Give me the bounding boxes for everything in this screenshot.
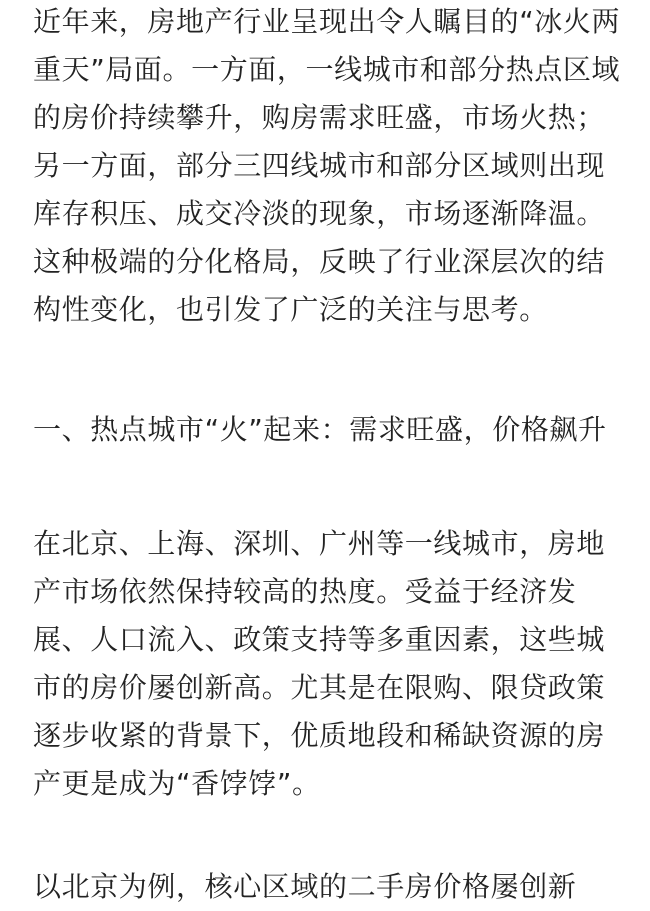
- text-line: 逐步收紧的背景下，优质地段和稀缺资源的房: [33, 719, 606, 752]
- text-line: 构性变化，也引发了广泛的关注与思考。: [33, 293, 548, 326]
- text-line: 库存积压、成交冷淡的现象，市场逐渐降温。: [33, 197, 606, 230]
- cut-off-paragraph: [33, 863, 576, 911]
- text-line: 近年来，房地产行业呈现出令人瞩目的“冰火两: [33, 5, 621, 38]
- heading-text: 一、热点城市“火”起来：需求旺盛，价格飙升: [33, 413, 607, 446]
- text-line: 市的房价屡创新高。尤其是在限购、限贷政策: [33, 671, 606, 704]
- text-line: 产市场依然保持较高的热度。受益于经济发: [33, 575, 577, 608]
- text-line: 在北京、上海、深圳、广州等一线城市，房地: [33, 527, 606, 560]
- text-line: 以北京为例，核心区域的二手房价格屡创新: [33, 870, 577, 903]
- text-line: 的房价持续攀升，购房需求旺盛，市场火热；: [33, 101, 606, 134]
- section-heading: [33, 406, 607, 454]
- text-line: 展、人口流入、政策支持等多重因素，这些城: [33, 623, 606, 656]
- text-line: 产更是成为“香饽饽”。: [33, 767, 321, 800]
- body-paragraph: [33, 520, 605, 808]
- text-line: 另一方面，部分三四线城市和部分区域则出现: [33, 149, 606, 182]
- intro-paragraph: [33, 0, 620, 334]
- text-line: 这种极端的分化格局，反映了行业深层次的结: [33, 245, 606, 278]
- text-line: 重天”局面。一方面，一线城市和部分热点区域: [33, 53, 621, 86]
